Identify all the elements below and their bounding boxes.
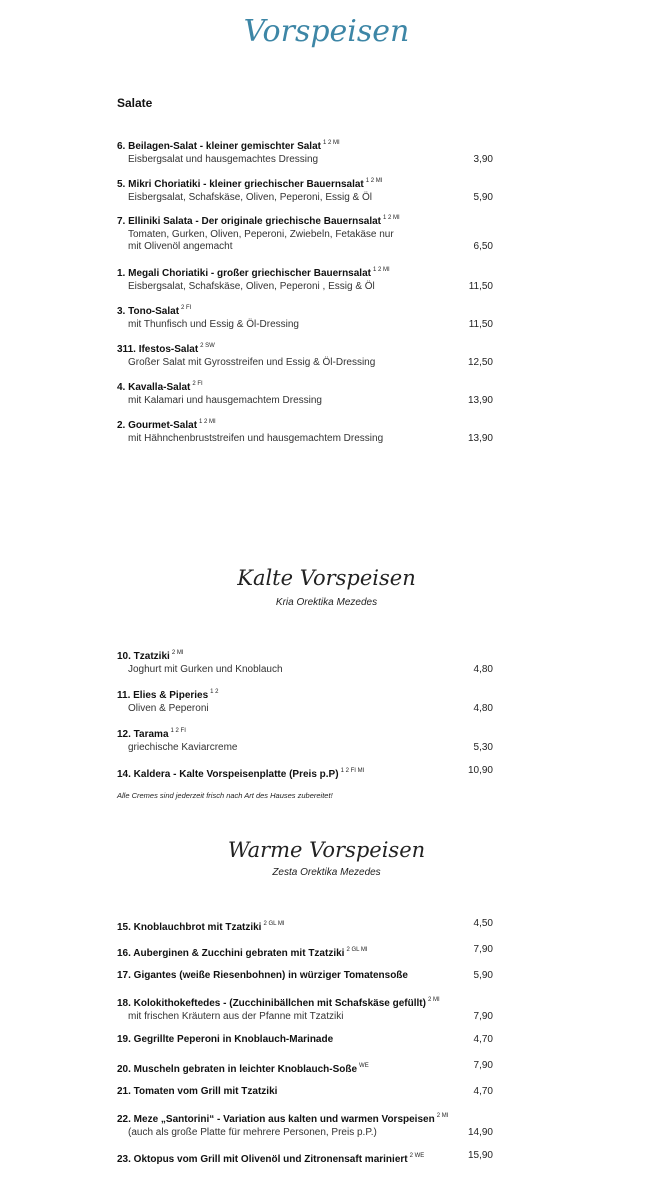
item-description: Oliven & Peperoni [128, 702, 209, 714]
item-name: 22. Meze „Santorini“ - Variation aus kalten und warmen Vorspeisen [117, 1114, 435, 1125]
allergen-codes: 1 2 MI [322, 140, 340, 146]
item-title-line [117, 725, 507, 742]
page-title: Vorspeisen [243, 14, 410, 49]
item-name: 2. Gourmet-Salat [117, 420, 198, 431]
menu-item [117, 1150, 507, 1167]
item-price: 10,90 [467, 765, 493, 776]
item-price: 11,50 [468, 318, 493, 330]
item-price: 7,90 [473, 1010, 493, 1022]
item-description: Eisbergsalat und hausgemachtes Dressing [128, 153, 319, 165]
allergen-codes: 1 2 MI [365, 178, 383, 184]
allergen-codes: 1 2 [210, 689, 219, 695]
menu-item [117, 137, 507, 166]
item-description: Großer Salat mit Gyrosstreifen und Essig & Öl-Dressing [128, 356, 376, 368]
item-title-line [117, 647, 507, 664]
menu-item [117, 1060, 507, 1077]
item-price: 4,70 [473, 1086, 493, 1097]
item-name: 7. Elliniki Salata - Der originale griechische Bauernsalat [117, 216, 381, 227]
allergen-codes: 1 2 MI [383, 215, 400, 221]
item-price: 4,70 [473, 1034, 493, 1045]
allergen-codes: 1 2 FI MI [340, 768, 365, 774]
menu-item [117, 264, 507, 293]
allergen-codes: 2 FI [192, 381, 203, 387]
item-description: Eisbergsalat, Schafskäse, Oliven, Peperoni , Essig & Öl [128, 280, 375, 292]
item-title-line [117, 302, 507, 319]
menu-item [117, 765, 507, 782]
item-description: mit Olivenöl angemacht [128, 241, 233, 252]
item-name: 18. Kolokithokeftedes - (Zucchinibällchen mit Schafskäse gefüllt) [117, 998, 426, 1009]
item-description: mit frischen Kräutern aus der Pfanne mit Tzatziki [128, 1010, 344, 1022]
item-name: 14. Kaldera - Kalte Vorspeisenplatte (Preis p.P) [117, 769, 339, 780]
item-name: 311. Ifestos-Salat [117, 344, 199, 355]
item-title-line [117, 1150, 507, 1167]
item-title-line [117, 1060, 507, 1077]
item-description: Tomaten, Gurken, Oliven, Peperoni, Zwiebeln, Fetakäse nur [128, 228, 394, 240]
allergen-codes: 2 WE [409, 1153, 425, 1159]
menu-item [117, 175, 507, 204]
item-title-line [117, 378, 507, 395]
allergen-codes: 2 MI [171, 650, 184, 656]
allergen-codes: 2 FI [181, 305, 192, 311]
item-name: 3. Tono-Salat [117, 306, 180, 317]
item-price: 13,90 [467, 394, 493, 406]
item-title-line [117, 944, 507, 961]
allergen-codes: 2 MI [427, 997, 440, 1003]
item-name: 4. Kavalla-Salat [117, 382, 191, 393]
item-price: 4,50 [473, 918, 493, 929]
item-title-line [117, 212, 507, 229]
item-name: 12. Tarama [117, 729, 169, 740]
allergen-codes: 1 2 MI [199, 419, 216, 425]
allergen-codes: 2 GL MI [346, 947, 368, 953]
item-name: 21. Tomaten vom Grill mit Tzatziki [117, 1086, 278, 1097]
item-name: 11. Elies & Piperies [117, 690, 209, 701]
item-title-line [117, 416, 507, 433]
item-title-line [117, 137, 507, 154]
item-name: 5. Mikri Choriatiki - kleiner griechischer Bauernsalat [117, 179, 364, 190]
allergen-codes: 2 SW [200, 343, 215, 349]
item-title-line [117, 994, 507, 1011]
section-heading-salate: Salate [117, 96, 153, 110]
item-title-line [117, 686, 507, 703]
kalte-vorspeisen-subtitle: Kria Orektika Mezedes [275, 597, 378, 608]
item-price: 5,90 [473, 191, 493, 203]
menu-item [117, 302, 507, 331]
menu-item [117, 416, 507, 445]
item-name: 23. Oktopus vom Grill mit Olivenöl und Zitronensaft mariniert [117, 1154, 408, 1165]
item-name: 17. Gigantes (weiße Riesenbohnen) in würziger Tomatensoße [117, 970, 408, 981]
item-price: 11,50 [468, 280, 493, 292]
menu-item [117, 1110, 507, 1139]
item-price: 14,90 [467, 1126, 493, 1138]
item-name: 15. Knoblauchbrot mit Tzatziki [117, 922, 262, 933]
menu-item [117, 944, 507, 961]
item-name: 10. Tzatziki [117, 651, 170, 662]
menu-item [117, 340, 507, 369]
item-description: griechische Kaviarcreme [128, 741, 238, 753]
warme-vorspeisen-subtitle: Zesta Orektika Mezedes [272, 867, 381, 878]
item-title-line [117, 1086, 507, 1099]
item-name: 16. Auberginen & Zucchini gebraten mit Tzatziki [117, 948, 345, 959]
warme-vorspeisen-title: Warme Vorspeisen [227, 838, 426, 862]
item-price: 5,30 [473, 741, 493, 753]
item-price: 7,90 [473, 1060, 493, 1071]
menu-item [117, 970, 507, 983]
item-description: mit Thunfisch und Essig & Öl-Dressing [128, 318, 299, 330]
item-price: 4,80 [473, 663, 493, 675]
item-title-line [117, 1034, 507, 1047]
item-price: 12,50 [467, 356, 493, 368]
item-name: 6. Beilagen-Salat - kleiner gemischter Salat [117, 141, 321, 152]
item-price: 3,90 [473, 153, 493, 165]
item-description: (auch als große Platte für mehrere Personen, Preis p.P.) [128, 1126, 377, 1138]
menu-item [117, 918, 507, 935]
item-price: 7,90 [473, 944, 493, 955]
item-title-line [117, 765, 507, 782]
item-price: 15,90 [467, 1150, 493, 1161]
cremes-note: Alle Cremes sind jederzeit frisch nach Art des Hauses zubereitet! [117, 791, 333, 800]
item-price: 6,50 [473, 241, 493, 252]
menu-item [117, 1034, 507, 1047]
item-title-line [117, 340, 507, 357]
menu-item [117, 647, 507, 676]
allergen-codes: 2 GL MI [263, 921, 285, 927]
menu-item [117, 994, 507, 1023]
menu-item [117, 378, 507, 407]
item-title-line [117, 175, 507, 192]
item-title-line [117, 264, 507, 281]
allergen-codes: 1 2 FI [170, 728, 186, 734]
item-title-line [117, 1110, 507, 1127]
item-name: 20. Muscheln gebraten in leichter Knoblauch-Soße [117, 1064, 358, 1075]
item-description: Eisbergsalat, Schafskäse, Oliven, Peperoni, Essig & Öl [128, 191, 373, 203]
item-price: 5,90 [473, 970, 493, 981]
item-title-line [117, 918, 507, 935]
kalte-vorspeisen-title: Kalte Vorspeisen [237, 566, 416, 590]
allergen-codes: 2 MI [436, 1113, 449, 1119]
item-name: 1. Megali Choriatiki - großer griechischer Bauernsalat [117, 268, 371, 279]
item-price: 13,90 [467, 432, 493, 444]
menu-item [117, 1086, 507, 1099]
menu-item [117, 212, 507, 254]
item-description: Joghurt mit Gurken und Knoblauch [128, 663, 283, 675]
item-price: 4,80 [473, 702, 493, 714]
menu-item [117, 686, 507, 715]
allergen-codes: WE [359, 1063, 369, 1069]
item-title-line [117, 970, 507, 983]
menu-item [117, 725, 507, 754]
item-description: mit Kalamari und hausgemachtem Dressing [128, 394, 322, 406]
item-description: mit Hähnchenbruststreifen und hausgemachtem Dressing [128, 432, 384, 444]
item-name: 19. Gegrillte Peperoni in Knoblauch-Marinade [117, 1034, 334, 1045]
allergen-codes: 1 2 MI [372, 267, 390, 273]
